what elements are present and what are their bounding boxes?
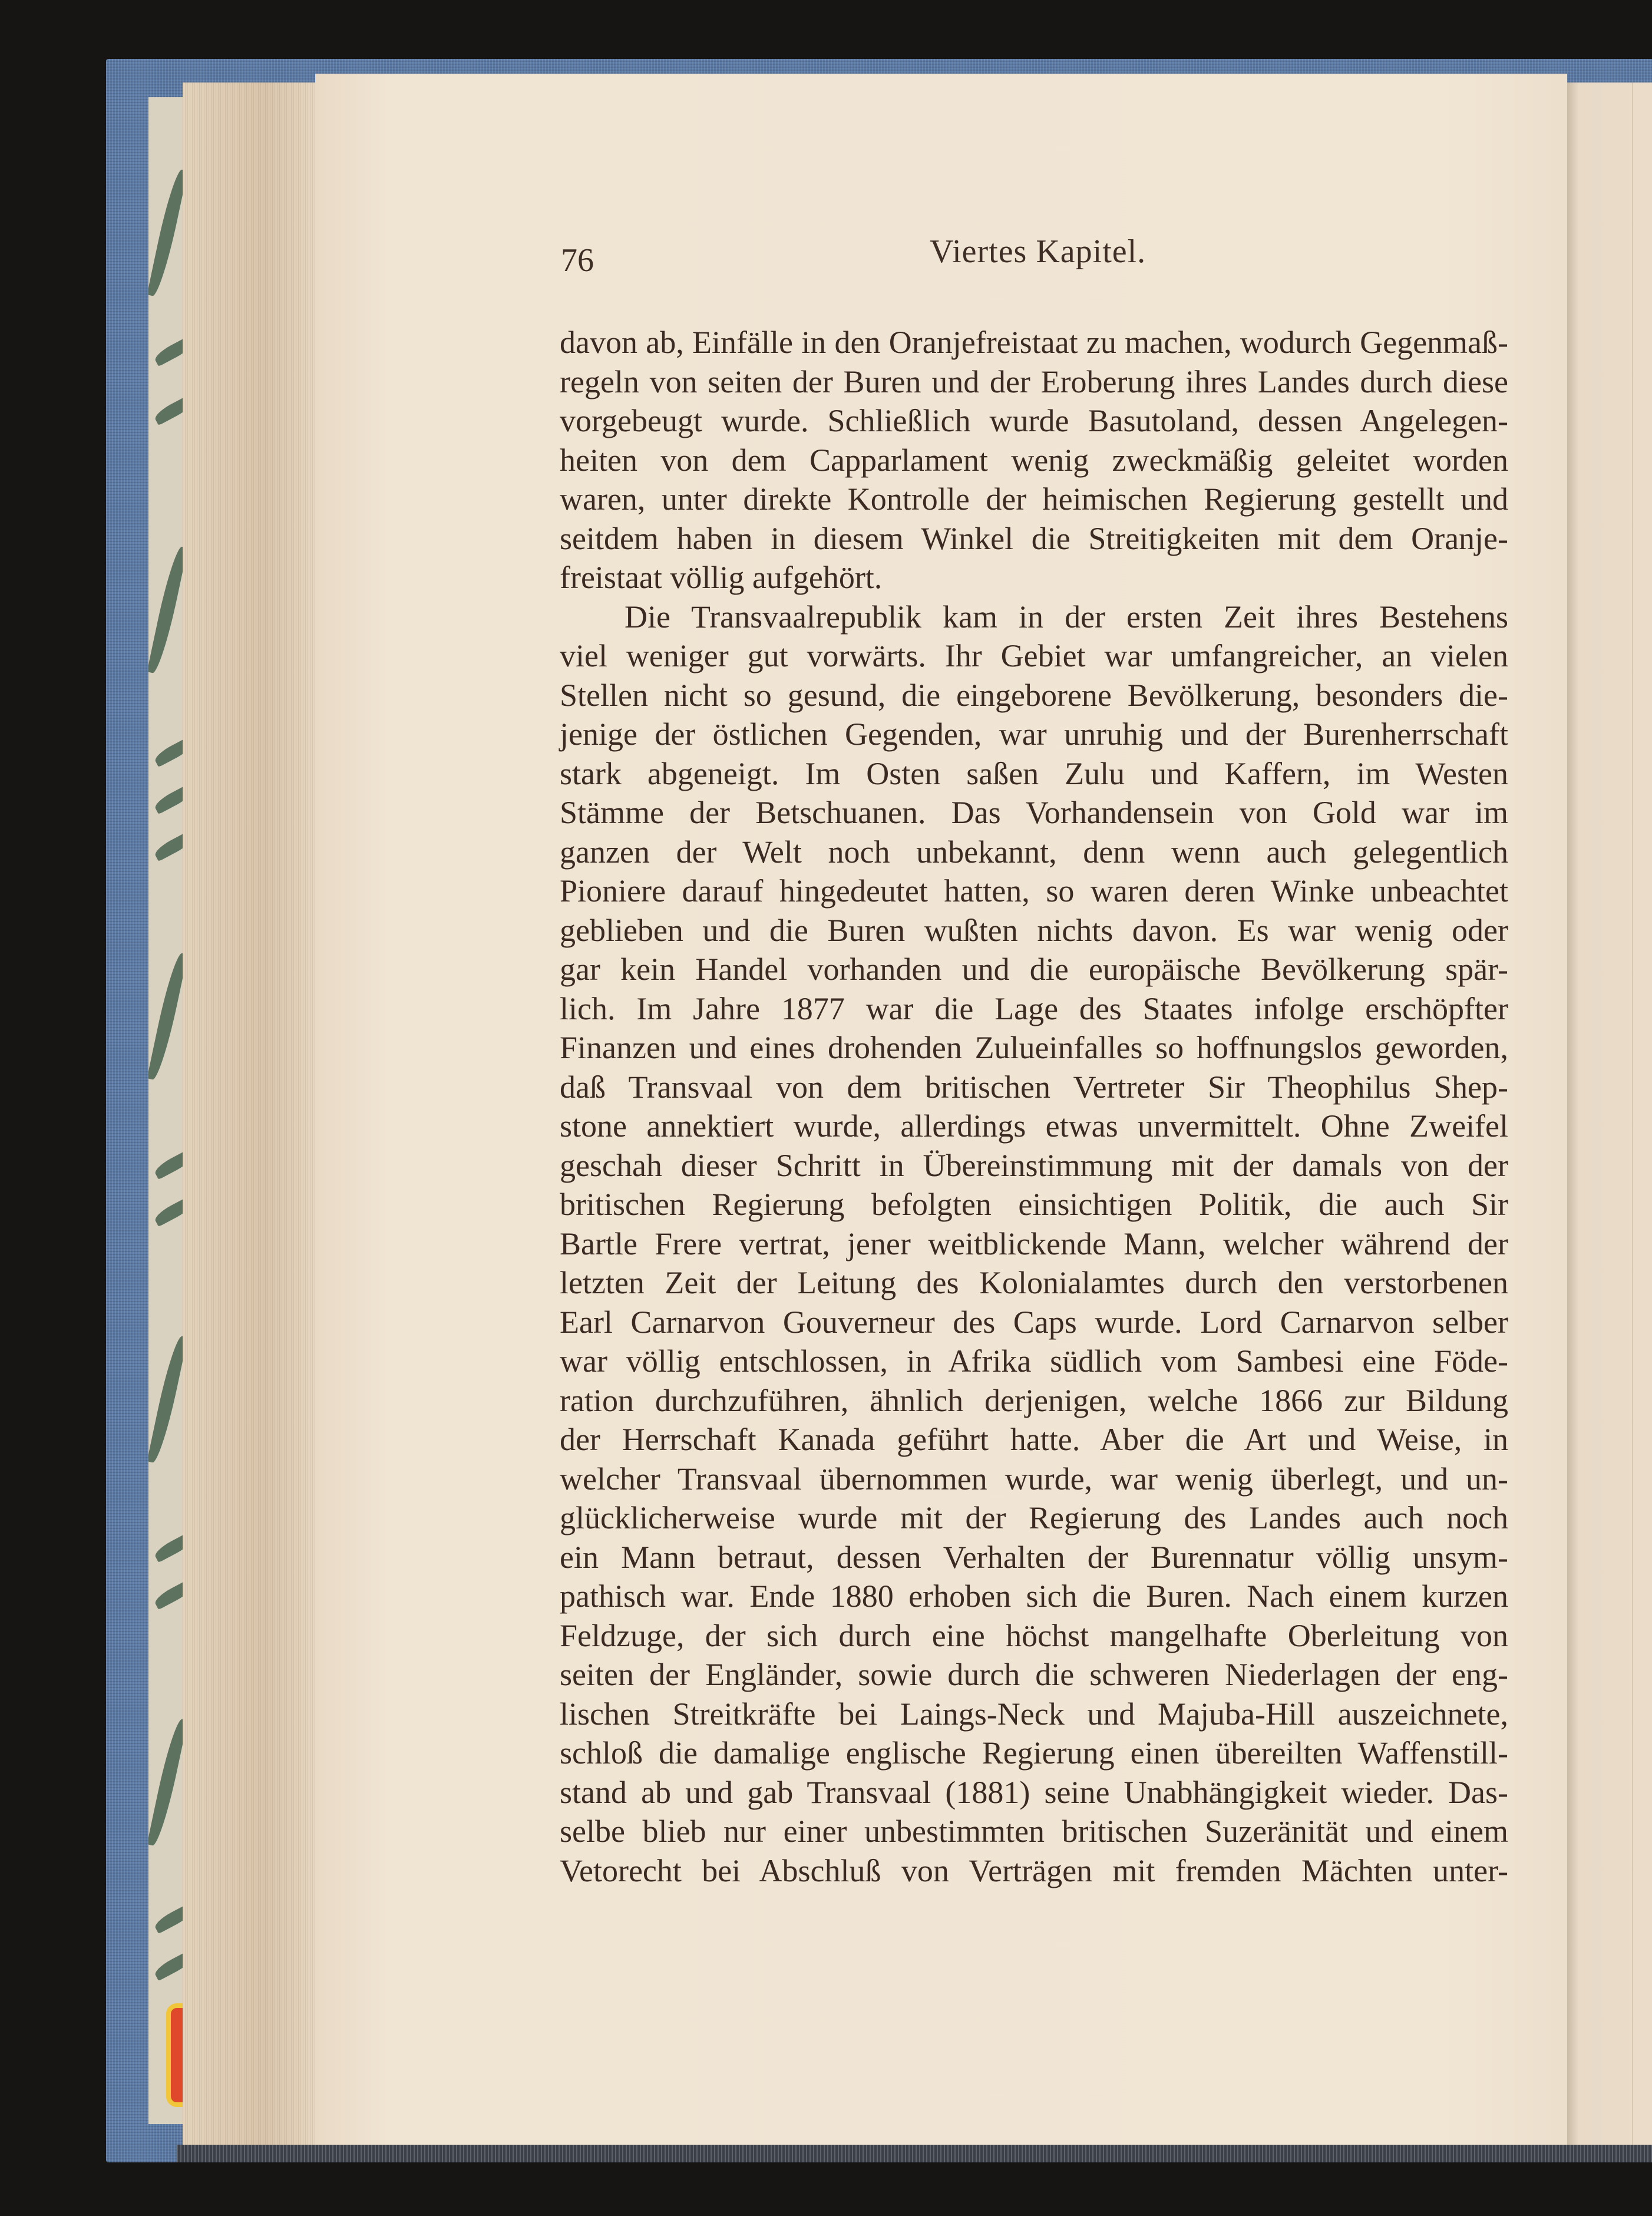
text-line: gar kein Handel vorhanden und die europäische Bevölkerung spär- <box>560 952 1508 987</box>
running-head-chapter-title: Viertes Kapitel. <box>930 233 1147 270</box>
text-line: ration durchzuführen, ähnlich derjenigen, welche 1866 zur Bildung <box>560 1382 1508 1418</box>
page-block-edges <box>183 82 318 2145</box>
leaf-ornament-icon <box>148 1718 188 1847</box>
text-line: war völlig entschlossen, in Afrika südlich vom Sambesi eine Föde- <box>560 1343 1508 1379</box>
text-line: Vetorecht bei Abschluß von Verträgen mit fremden Mächten unter- <box>560 1852 1508 1888</box>
text-line: Earl Carnarvon Gouverneur des Caps wurde. Lord Carnarvon selber <box>560 1304 1508 1340</box>
text-line: ganzen der Welt noch unbekannt, denn wenn auch gelegentlich <box>560 834 1508 870</box>
leaf-ornament-icon <box>148 952 188 1081</box>
text-line: lischen Streitkräfte bei Laings-Neck und Majuba-Hill auszeichnete, <box>560 1696 1508 1732</box>
text-line: heiten von dem Capparlament wenig zweckmäßig geleitet worden <box>560 442 1508 478</box>
text-line: schloß die damalige englische Regierung einen übereilten Waffenstill- <box>560 1735 1508 1771</box>
text-line: davon ab, Einfälle in den Oranjefreistaat zu machen, wodurch Gegenmaß- <box>560 325 1508 360</box>
text-line: Stämme der Betschuanen. Das Vorhandensein von Gold war im <box>560 795 1508 830</box>
paragraph-end-line: freistaat völlig aufgehört. <box>560 560 883 595</box>
text-line: Feldzuge, der sich durch eine höchst mangelhafte Oberleitung von <box>560 1617 1508 1653</box>
text-line: stone annektiert wurde, allerdings etwas unvermittelt. Ohne Zweifel <box>560 1108 1508 1144</box>
text-line: viel weniger gut vorwärts. Ihr Gebiet war umfangreicher, an vielen <box>560 638 1508 673</box>
leaf-ornament-icon <box>148 168 188 298</box>
body-text <box>560 323 1508 1890</box>
facing-page-edge <box>1567 82 1652 2145</box>
text-line: stark abgeneigt. Im Osten saßen Zulu und Kaffern, im Westen <box>560 755 1508 791</box>
text-line: letzten Zeit der Leitung des Kolonialamtes durch den verstorbenen <box>560 1265 1508 1300</box>
text-line: seitdem haben in diesem Winkel die Streitigkeiten mit dem Oranje- <box>560 520 1508 556</box>
text-line: Bartle Frere vertrat, jener weitblickende Mann, welcher während der <box>560 1226 1508 1261</box>
text-line: glücklicherweise wurde mit der Regierung des Landes auch noch <box>560 1500 1508 1535</box>
text-line: der Herrschaft Kanada geführt hatte. Aber die Art und Weise, in <box>560 1422 1508 1457</box>
text-line: Finanzen und eines drohenden Zulueinfalles so hoffnungslos geworden, <box>560 1030 1508 1065</box>
text-line: lich. Im Jahre 1877 war die Lage des Staates infolge erschöpfter <box>560 990 1508 1026</box>
text-line: geblieben und die Buren wußten nichts davon. Es war wenig oder <box>560 912 1508 948</box>
page-number: 76 <box>561 242 594 279</box>
text-line: stand ab und gab Transvaal (1881) seine Unabhängigkeit wieder. Das- <box>560 1774 1508 1810</box>
text-line: geschah dieser Schritt in Übereinstimmung mit der damals von der <box>560 1147 1508 1183</box>
text-line: welcher Transvaal übernommen wurde, war wenig überlegt, und un- <box>560 1461 1508 1497</box>
text-line: seiten der Engländer, sowie durch die schweren Niederlagen der eng- <box>560 1657 1508 1692</box>
text-line: selbe blieb nur einer unbestimmten britischen Suzeränität und einem <box>560 1814 1508 1849</box>
text-line: Pioniere darauf hingedeutet hatten, so waren deren Winke unbeachtet <box>560 873 1508 909</box>
leaf-ornament-icon <box>148 1335 188 1464</box>
book-cover-bottom-edge <box>177 2145 1652 2162</box>
text-line: regeln von seiten der Buren und der Eroberung ihres Landes durch diese <box>560 364 1508 399</box>
paragraph-start-line: Die Transvaalrepublik kam in der ersten Zeit ihres Bestehens <box>625 599 1508 635</box>
text-line: waren, unter direkte Kontrolle der heimischen Regierung gestellt und <box>560 481 1508 517</box>
text-line: ein Mann betraut, dessen Verhalten der Burennatur völlig unsym- <box>560 1539 1508 1575</box>
text-line: daß Transvaal von dem britischen Vertreter Sir Theophilus Shep- <box>560 1069 1508 1105</box>
text-line: jenige der östlichen Gegenden, war unruhig und der Burenherrschaft <box>560 716 1508 752</box>
text-line: pathisch war. Ende 1880 erhoben sich die Buren. Nach einem kurzen <box>560 1578 1508 1614</box>
text-line: Stellen nicht so gesund, die eingeborene Bevölkerung, besonders die- <box>560 677 1508 713</box>
text-line: britischen Regierung befolgten einsichtigen Politik, die auch Sir <box>560 1187 1508 1222</box>
text-line: vorgebeugt wurde. Schließlich wurde Basutoland, dessen Angelegen- <box>560 403 1508 438</box>
leaf-ornament-icon <box>148 545 188 675</box>
